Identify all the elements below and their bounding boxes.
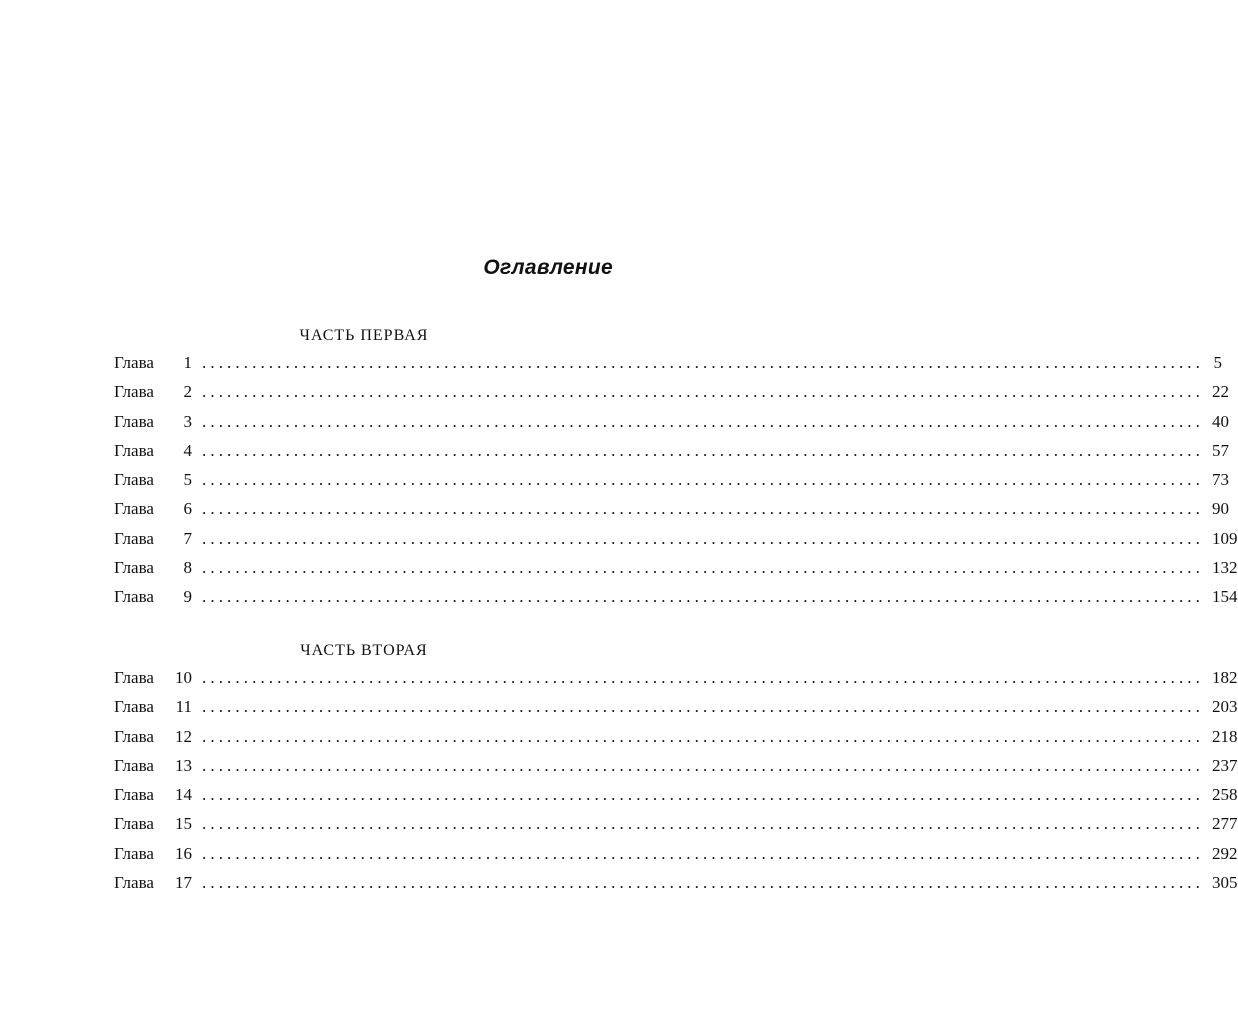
toc-entry[interactable] — [114, 726, 1238, 756]
toc-entry[interactable] — [114, 697, 1238, 726]
chapter-number: 11 — [175, 697, 192, 717]
dot-leader: ........................................................................................................................ — [202, 755, 1204, 775]
page-number: 132 — [1212, 558, 1238, 578]
toc-entry[interactable] — [114, 382, 1229, 411]
toc-entry[interactable] — [114, 558, 1238, 587]
dot-leader: ........................................................................................................................ — [202, 587, 1204, 607]
page-number: 109 — [1212, 528, 1238, 548]
page-title: Оглавление — [483, 256, 613, 279]
toc-entry-list — [114, 353, 1238, 617]
chapter-label: Глава — [114, 785, 154, 805]
dot-leader: ........................................................................................................................ — [202, 668, 1204, 687]
toc-part-2 — [114, 640, 1238, 902]
page-number: 203 — [1212, 697, 1238, 717]
chapter-label: Глава — [114, 755, 154, 775]
chapter-number: 12 — [175, 726, 192, 746]
dot-leader: ........................................................................................................................ — [202, 470, 1204, 490]
chapter-number: 8 — [183, 558, 192, 578]
page-number: 22 — [1212, 382, 1229, 402]
dot-leader: ........................................................................................................................ — [202, 785, 1204, 805]
chapter-label: Глава — [114, 726, 154, 746]
chapter-number: 2 — [183, 382, 192, 402]
dot-leader: ........................................................................................................................ — [202, 558, 1204, 578]
page-number: 292 — [1212, 843, 1238, 863]
dot-leader: ........................................................................................................................ — [202, 499, 1204, 519]
chapter-number: 9 — [183, 587, 192, 607]
toc-entry[interactable] — [114, 814, 1238, 843]
page-number: 182 — [1212, 668, 1238, 687]
chapter-number: 7 — [183, 528, 192, 548]
toc-entry[interactable] — [114, 411, 1229, 441]
page-number: 218 — [1212, 726, 1238, 746]
chapter-number: 15 — [175, 814, 192, 834]
chapter-label: Глава — [114, 411, 154, 431]
chapter-label: Глава — [114, 697, 154, 717]
chapter-number: 17 — [175, 873, 192, 893]
chapter-number: 13 — [175, 755, 192, 775]
dot-leader: ........................................................................................................................ — [202, 726, 1204, 746]
toc-entry[interactable] — [114, 470, 1229, 499]
chapter-label: Глава — [114, 440, 154, 460]
page-number: 237 — [1212, 755, 1238, 775]
chapter-number: 16 — [175, 843, 192, 863]
toc-entry[interactable] — [114, 755, 1238, 785]
dot-leader: ........................................................................................................................ — [202, 528, 1204, 548]
dot-leader: ........................................................................................................................ — [202, 382, 1204, 402]
chapter-label: Глава — [114, 382, 154, 402]
dot-leader: ........................................................................................................................ — [202, 873, 1204, 893]
chapter-label: Глава — [114, 814, 154, 834]
page-number: 154 — [1212, 587, 1238, 607]
dot-leader: ........................................................................................................................ — [202, 814, 1204, 834]
toc-entry[interactable] — [114, 587, 1238, 616]
page-number: 40 — [1212, 411, 1229, 431]
dot-leader: ........................................................................................................................ — [202, 353, 1204, 372]
page-number: 5 — [1213, 353, 1222, 372]
toc-entry[interactable] — [114, 873, 1238, 902]
toc-entry[interactable] — [114, 668, 1238, 697]
chapter-label: Глава — [114, 668, 154, 687]
dot-leader: ........................................................................................................................ — [202, 411, 1204, 431]
chapter-number: 14 — [175, 785, 192, 805]
chapter-label: Глава — [114, 558, 154, 578]
chapter-number: 6 — [183, 499, 192, 519]
chapter-label: Глава — [114, 499, 154, 519]
part-heading: ЧАСТЬ ПЕРВАЯ — [299, 327, 429, 344]
page-number: 73 — [1212, 470, 1229, 490]
chapter-number: 4 — [183, 440, 192, 460]
chapter-label: Глава — [114, 353, 154, 372]
page-number: 258 — [1212, 785, 1238, 805]
toc-entry[interactable] — [114, 785, 1238, 814]
chapter-number: 10 — [175, 668, 192, 687]
chapter-label: Глава — [114, 587, 154, 607]
chapter-label: Глава — [114, 843, 154, 863]
toc-entry[interactable] — [114, 353, 1222, 382]
chapter-label: Глава — [114, 528, 154, 548]
chapter-label: Глава — [114, 873, 154, 893]
page-number: 90 — [1212, 499, 1229, 519]
toc-part-1 — [114, 325, 1238, 617]
page-number: 277 — [1212, 814, 1238, 834]
dot-leader: ........................................................................................................................ — [202, 843, 1204, 863]
toc-entry[interactable] — [114, 440, 1229, 470]
page-number: 305 — [1212, 873, 1238, 893]
toc-entry[interactable] — [114, 499, 1229, 528]
chapter-label: Глава — [114, 470, 154, 490]
chapter-number: 3 — [183, 411, 192, 431]
dot-leader: ........................................................................................................................ — [202, 440, 1204, 460]
chapter-number: 1 — [183, 353, 192, 372]
dot-leader: ........................................................................................................................ — [202, 697, 1204, 717]
toc-entry-list — [114, 668, 1238, 902]
page-number: 57 — [1212, 440, 1229, 460]
toc-entry[interactable] — [114, 528, 1238, 558]
toc-entry[interactable] — [114, 843, 1238, 873]
chapter-number: 5 — [183, 470, 192, 490]
part-heading: ЧАСТЬ ВТОРАЯ — [300, 642, 428, 659]
